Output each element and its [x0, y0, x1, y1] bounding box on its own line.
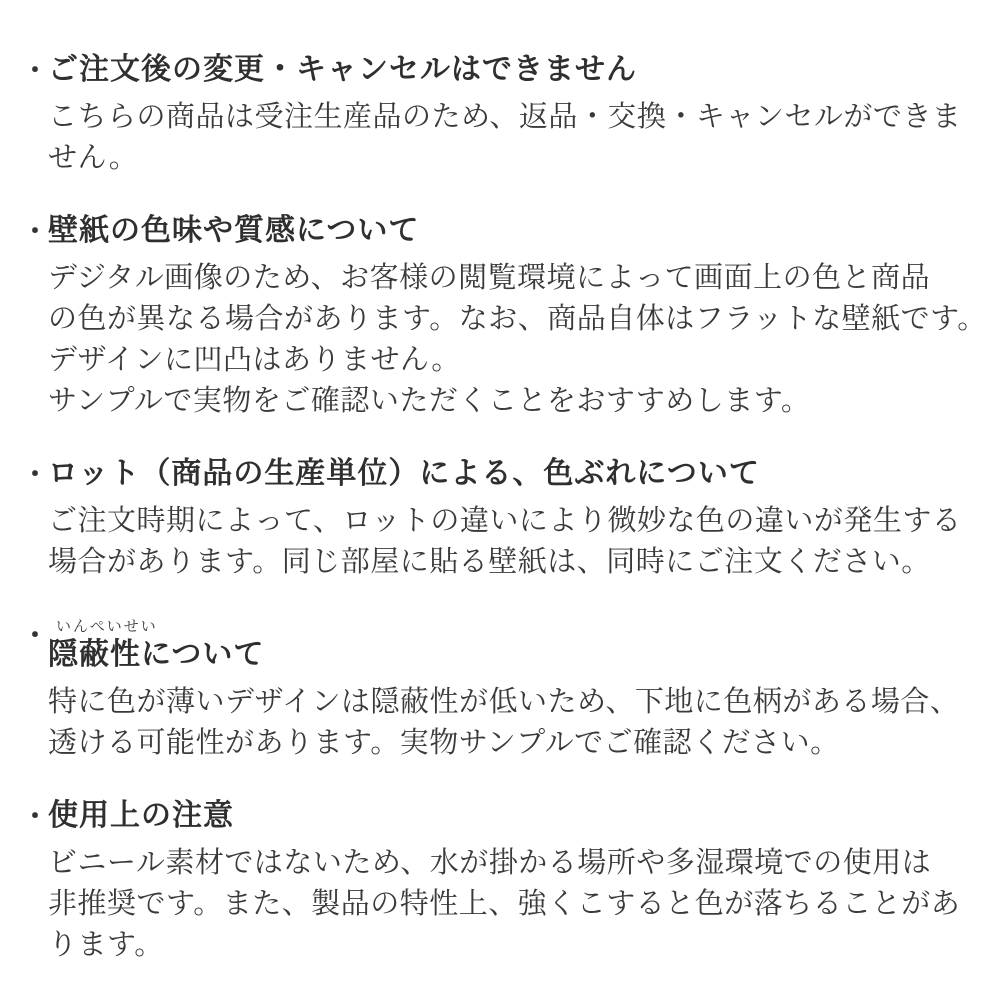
note-body-line: サンプルで実物をご確認いただくことをおすすめします。: [48, 385, 811, 417]
bullet-marker: ・: [22, 620, 49, 650]
note-body-line: ります。: [48, 929, 164, 961]
bullet-marker: ・: [22, 801, 49, 831]
note-body-line: デジタル画像のため、お客様の閲覧環境によって画面上の色と商品: [48, 262, 931, 294]
bullet-marker: ・: [22, 55, 49, 85]
bullet-marker: ・: [22, 459, 49, 489]
note-body-line: の色が異なる場合があります。なお、商品自体はフラットな壁紙です。: [48, 303, 987, 335]
note-heading: ご注文後の変更・キャンセルはできません: [48, 53, 638, 86]
furigana-label: いんぺいせい: [56, 618, 158, 635]
note-content: [48, 456, 970, 583]
note-body-line: せん。: [48, 142, 139, 174]
note-heading: 壁紙の色味や質感について: [48, 214, 420, 247]
note-content: [48, 52, 970, 179]
note-section-color-texture: [22, 213, 987, 422]
note-body-line: デザインに凹凸はありません。: [48, 344, 461, 376]
note-heading: 隠蔽性について: [48, 638, 265, 671]
note-content: [48, 617, 970, 764]
note-section-lot-variation: [22, 456, 970, 583]
note-heading: 使用上の注意: [48, 799, 235, 832]
note-content: [48, 798, 970, 966]
note-body-line: こちらの商品は受注生産品のため、返品・交換・キャンセルができま: [48, 101, 962, 133]
note-heading: ロット（商品の生産単位）による、色ぶれについて: [48, 457, 760, 490]
note-body-line: 非推奨です。また、製品の特性上、強くこすると色が落ちることがあ: [48, 888, 961, 920]
note-content: [48, 213, 987, 422]
note-section-usage-caution: [22, 798, 970, 966]
note-section-cancellation: [22, 52, 970, 179]
note-body-line: ビニール素材ではないため、水が掛かる場所や多湿環境での使用は: [48, 847, 932, 879]
note-body-line: 特に色が薄いデザインは隠蔽性が低いため、下地に色柄がある場合、: [48, 686, 960, 718]
bullet-marker: ・: [22, 216, 49, 246]
note-body-line: 透ける可能性があります。実物サンプルでご確認ください。: [48, 727, 840, 759]
note-body-line: ご注文時期によって、ロットの違いにより微妙な色の違いが発生する: [48, 505, 962, 537]
note-section-opacity: [22, 617, 970, 764]
note-body-line: 場合があります。同じ部屋に貼る壁紙は、同時にご注文ください。: [48, 546, 931, 578]
